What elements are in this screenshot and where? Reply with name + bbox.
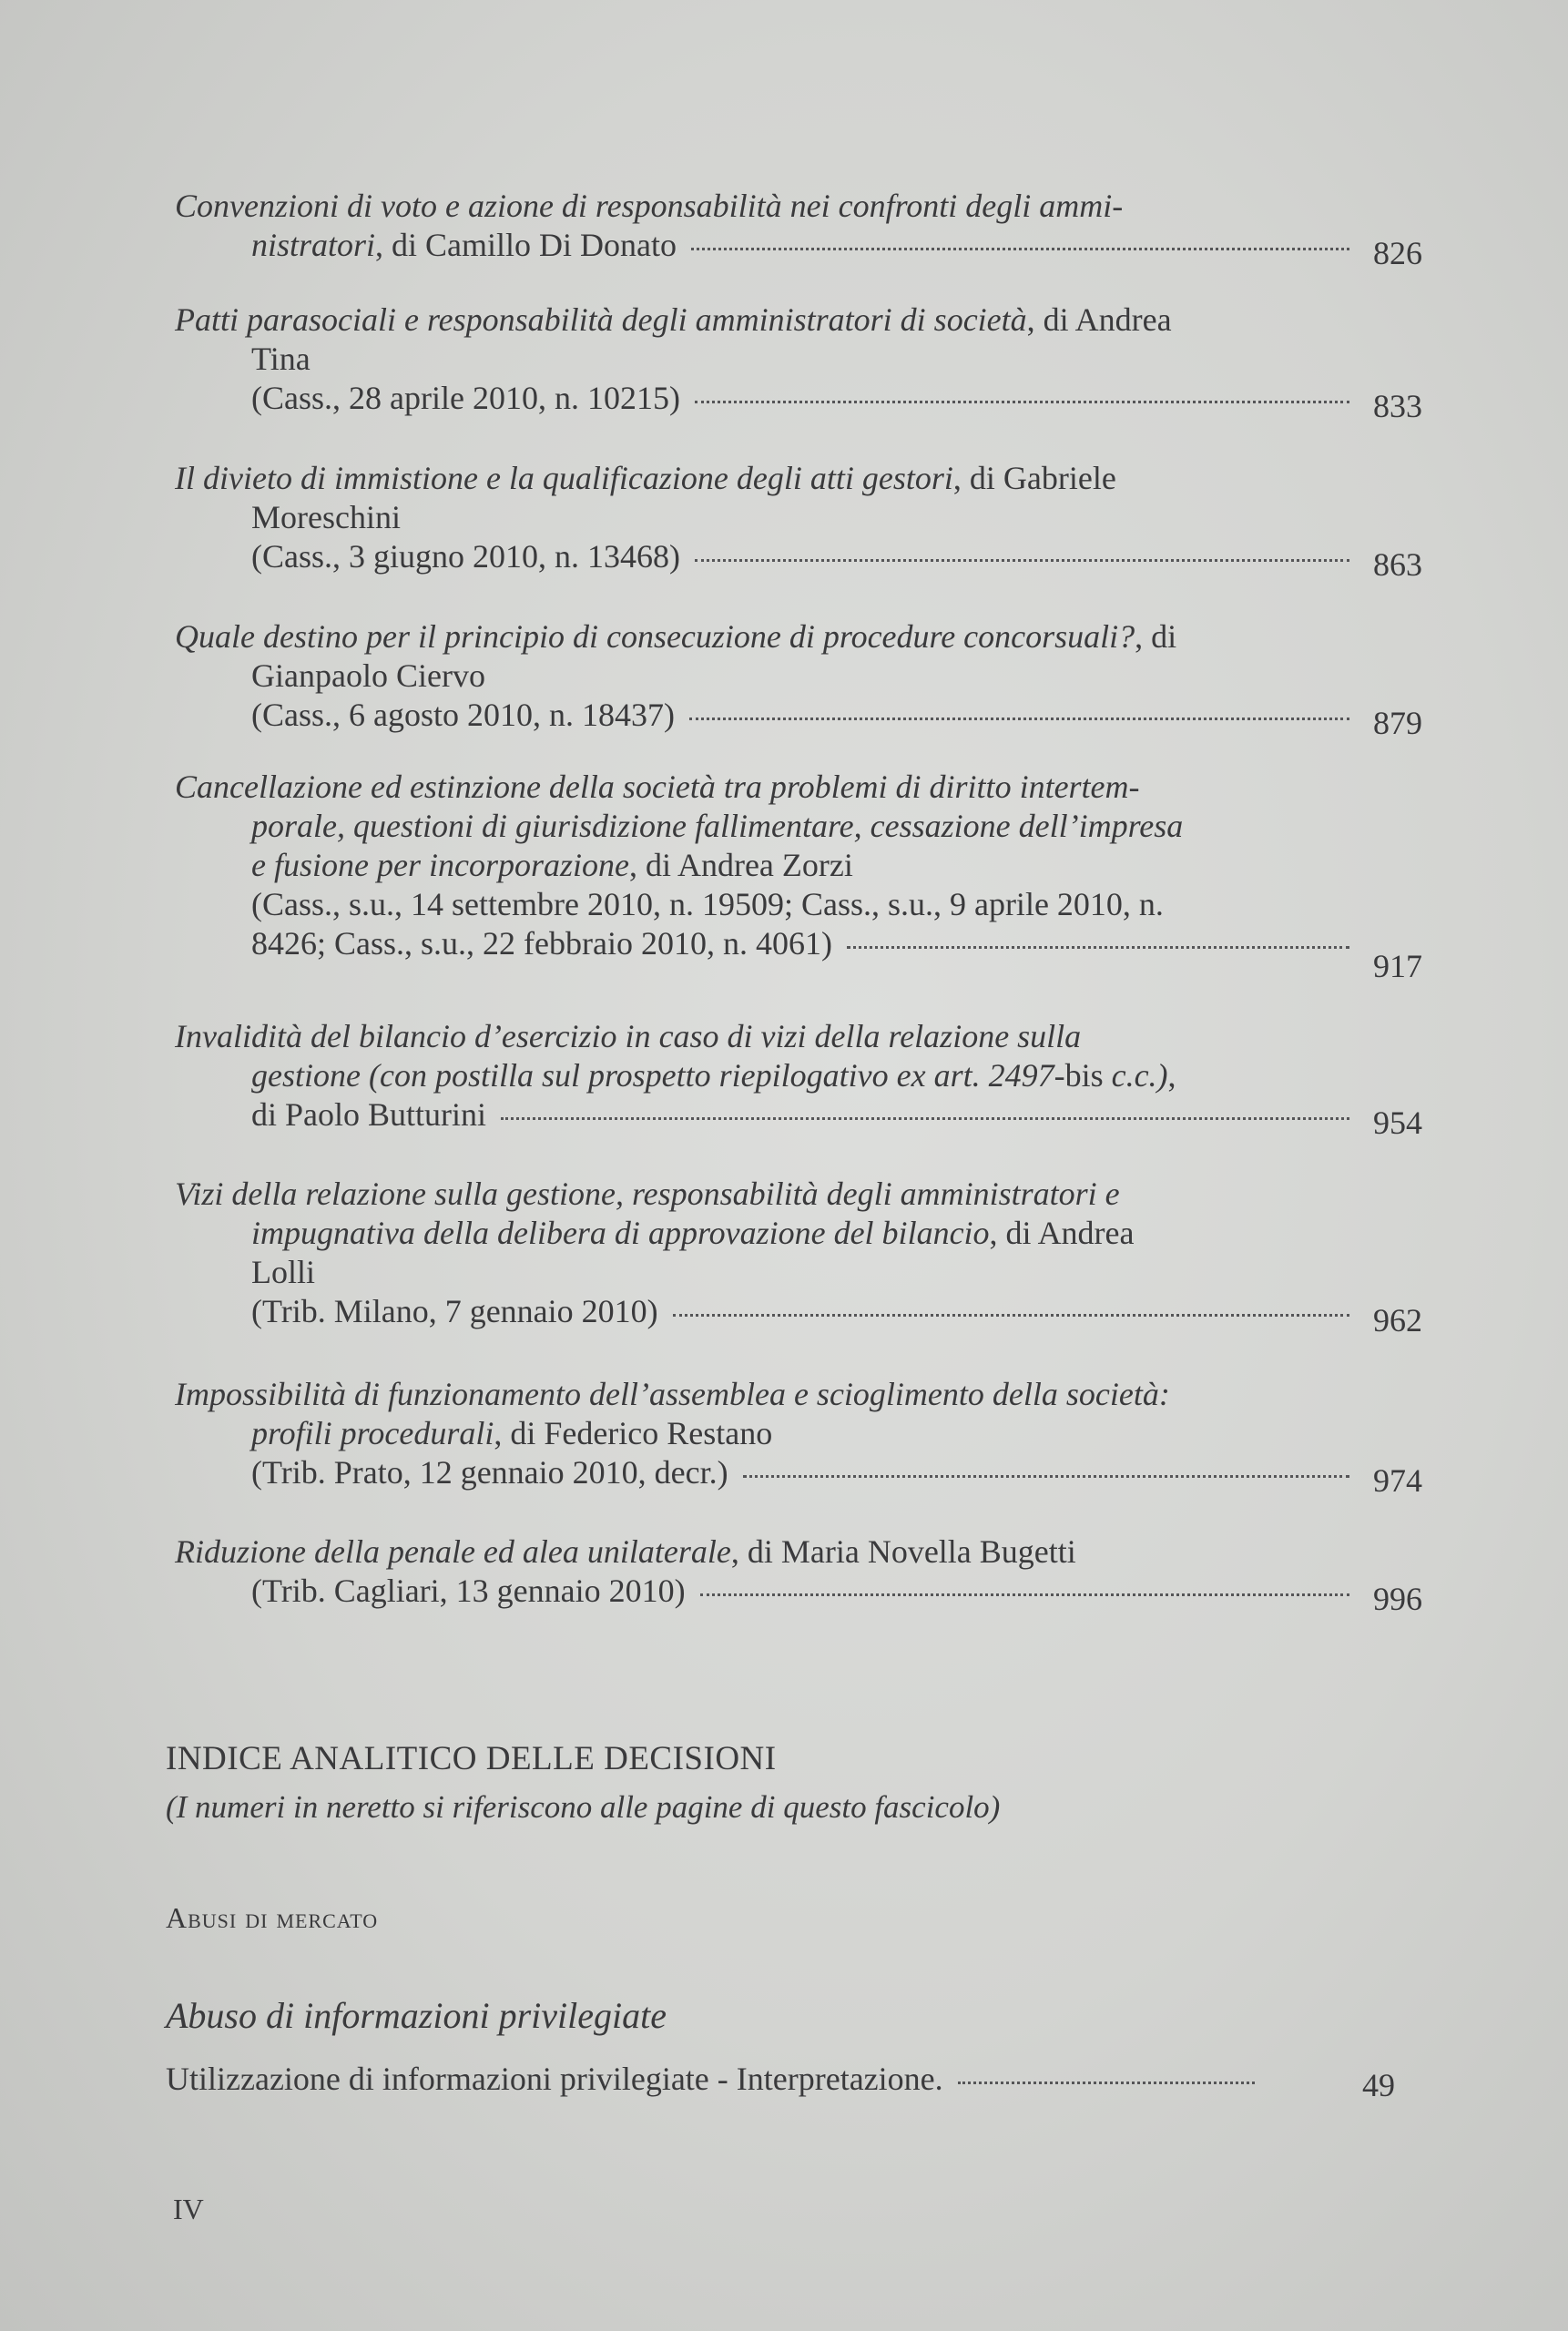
dot-leader xyxy=(743,1475,1349,1478)
entry-author: , di Andrea xyxy=(1026,301,1172,338)
entry-page-number: 879 xyxy=(1373,705,1422,741)
index-category: Abusi di mercato xyxy=(166,1901,379,1934)
toc-entry xyxy=(175,459,1422,585)
dot-leader xyxy=(691,248,1349,250)
dot-leader xyxy=(958,2082,1255,2084)
entry-dotline xyxy=(175,1453,1353,1492)
entry-title-line: Patti parasociali e responsabilità degli amministratori di società xyxy=(175,301,1027,338)
entry-citation: (Trib. Prato, 12 gennaio 2010, decr.) xyxy=(251,1454,728,1491)
entry-page-number: 917 xyxy=(1373,948,1422,984)
index-note: (I numeri in neretto si riferiscono alle pagine di questo fascicolo) xyxy=(166,1789,1001,1825)
entry-author: , di xyxy=(1135,618,1177,655)
entry-title-line: Invalidità del bilancio d’esercizio in caso di vizi della relazione sulla xyxy=(175,1018,1082,1054)
entry-author-cont: Lolli xyxy=(251,1254,315,1290)
toc-entry xyxy=(175,1375,1422,1501)
entry-page-number: 996 xyxy=(1373,1581,1422,1617)
entry-title-line: impugnativa della delibera di approvazione del bilancio xyxy=(251,1215,990,1251)
entry-author: , di Federico Restano xyxy=(494,1415,773,1451)
entry-title-line: Convenzioni di voto e azione di responsabilità nei confronti degli ammi- xyxy=(175,188,1124,224)
entry-page-number: 974 xyxy=(1373,1462,1422,1499)
entry-dotline xyxy=(175,1572,1353,1611)
entry-title-line: Vizi della relazione sulla gestione, responsabilità degli amministratori e xyxy=(175,1176,1120,1212)
entry-page-number: 954 xyxy=(1373,1104,1422,1141)
entry-author: , di Camillo Di Donato xyxy=(375,227,677,263)
entry-author-cont: Tina xyxy=(251,341,311,377)
entry-title-line: e fusione per incorporazione xyxy=(251,847,629,883)
entry-dotline xyxy=(175,1292,1353,1331)
toc-entry xyxy=(175,617,1422,743)
entry-citation: (Trib. Milano, 7 gennaio 2010) xyxy=(251,1293,658,1329)
entry-dotline xyxy=(175,226,1353,265)
entry-citation: 8426; Cass., s.u., 22 febbraio 2010, n. 4061) xyxy=(251,925,832,962)
entry-title-line: Il divieto di immistione e la qualificazione degli atti gestori xyxy=(175,460,953,496)
entry-author-cont: Moreschini xyxy=(251,499,401,535)
index-subcategory: Abuso di informazioni privilegiate xyxy=(166,1995,667,2036)
dot-leader xyxy=(847,946,1349,949)
entry-dotline xyxy=(175,696,1353,735)
entry-author-cont: Gianpaolo Ciervo xyxy=(251,657,485,694)
entry-citation: (Cass., 28 aprile 2010, n. 10215) xyxy=(251,380,680,416)
toc-entry xyxy=(175,300,1422,426)
dot-leader xyxy=(695,401,1349,403)
entry-page-number: 962 xyxy=(1373,1302,1422,1339)
entry-author: , di Maria Novella Bugetti xyxy=(730,1533,1076,1570)
index-item xyxy=(166,2060,1413,2105)
index-item-page: 49 xyxy=(1362,2067,1395,2103)
index-heading: INDICE ANALITICO DELLE DECISIONI xyxy=(166,1740,777,1777)
dot-leader xyxy=(700,1593,1349,1596)
entry-title-line: Impossibilità di funzionamento dell’assemblea e scioglimento della società: xyxy=(175,1376,1170,1412)
entry-title-line: Quale destino per il principio di consecuzione di procedure concorsuali? xyxy=(175,618,1135,655)
dot-leader xyxy=(673,1314,1349,1317)
toc-entry xyxy=(175,768,1422,986)
entry-author: , di Gabriele xyxy=(952,460,1116,496)
entry-citation: (Cass., s.u., 14 settembre 2010, n. 19509; Cass., s.u., 9 aprile 2010, n. xyxy=(251,886,1164,922)
entry-page-number: 833 xyxy=(1373,388,1422,424)
page-folio: IV xyxy=(173,2193,204,2225)
dot-leader xyxy=(501,1117,1349,1120)
toc-entry xyxy=(175,1532,1422,1619)
entry-page-number: 826 xyxy=(1373,235,1422,271)
entry-title-line: Riduzione della penale ed alea unilaterale xyxy=(175,1533,731,1570)
toc-entry xyxy=(175,187,1422,273)
entry-citation: (Cass., 6 agosto 2010, n. 18437) xyxy=(251,697,675,733)
entry-citation: (Cass., 3 giugno 2010, n. 13468) xyxy=(251,538,680,575)
entry-title-line: porale, questioni di giurisdizione fallimentare, cessazione dell’impresa xyxy=(251,808,1184,844)
entry-title-end: c.c.) xyxy=(1103,1057,1168,1094)
entry-title-line: nistratori xyxy=(251,227,376,263)
entry-title-line: profili procedurali xyxy=(251,1415,494,1451)
entry-title-bis: bis xyxy=(1064,1057,1104,1094)
toc-entry xyxy=(175,1175,1422,1340)
entry-dotline xyxy=(175,924,1353,963)
entry-title-line: gestione (con postilla sul prospetto riepilogativo ex art. 2497- xyxy=(251,1057,1065,1094)
entry-author: di Paolo Butturini xyxy=(251,1096,487,1133)
entry-dotline xyxy=(175,537,1353,576)
toc-entry: Invalidità del bilancio d’esercizio in caso di vizi della relazione sulla gestione (con postilla sul prospetto riepilogativo ex art. 2497-bis c.c.), di Paolo Butturini 954 xyxy=(175,1018,1422,1141)
dot-leader xyxy=(695,559,1349,562)
entry-dotline xyxy=(175,1095,1353,1135)
dot-leader xyxy=(689,718,1349,720)
entry-citation: (Trib. Cagliari, 13 gennaio 2010) xyxy=(251,1573,686,1609)
index-item-text: Utilizzazione di informazioni privilegiate - Interpretazione. xyxy=(166,2061,943,2097)
entry-author: , di Andrea Zorzi xyxy=(628,847,853,883)
entry-author: , di Andrea xyxy=(989,1215,1135,1251)
entry-dotline xyxy=(175,379,1353,418)
entry-dotline xyxy=(166,2060,1258,2099)
entry-page-number: 863 xyxy=(1373,546,1422,583)
entry-title-line: Cancellazione ed estinzione della società tra problemi di diritto intertem- xyxy=(175,769,1140,805)
